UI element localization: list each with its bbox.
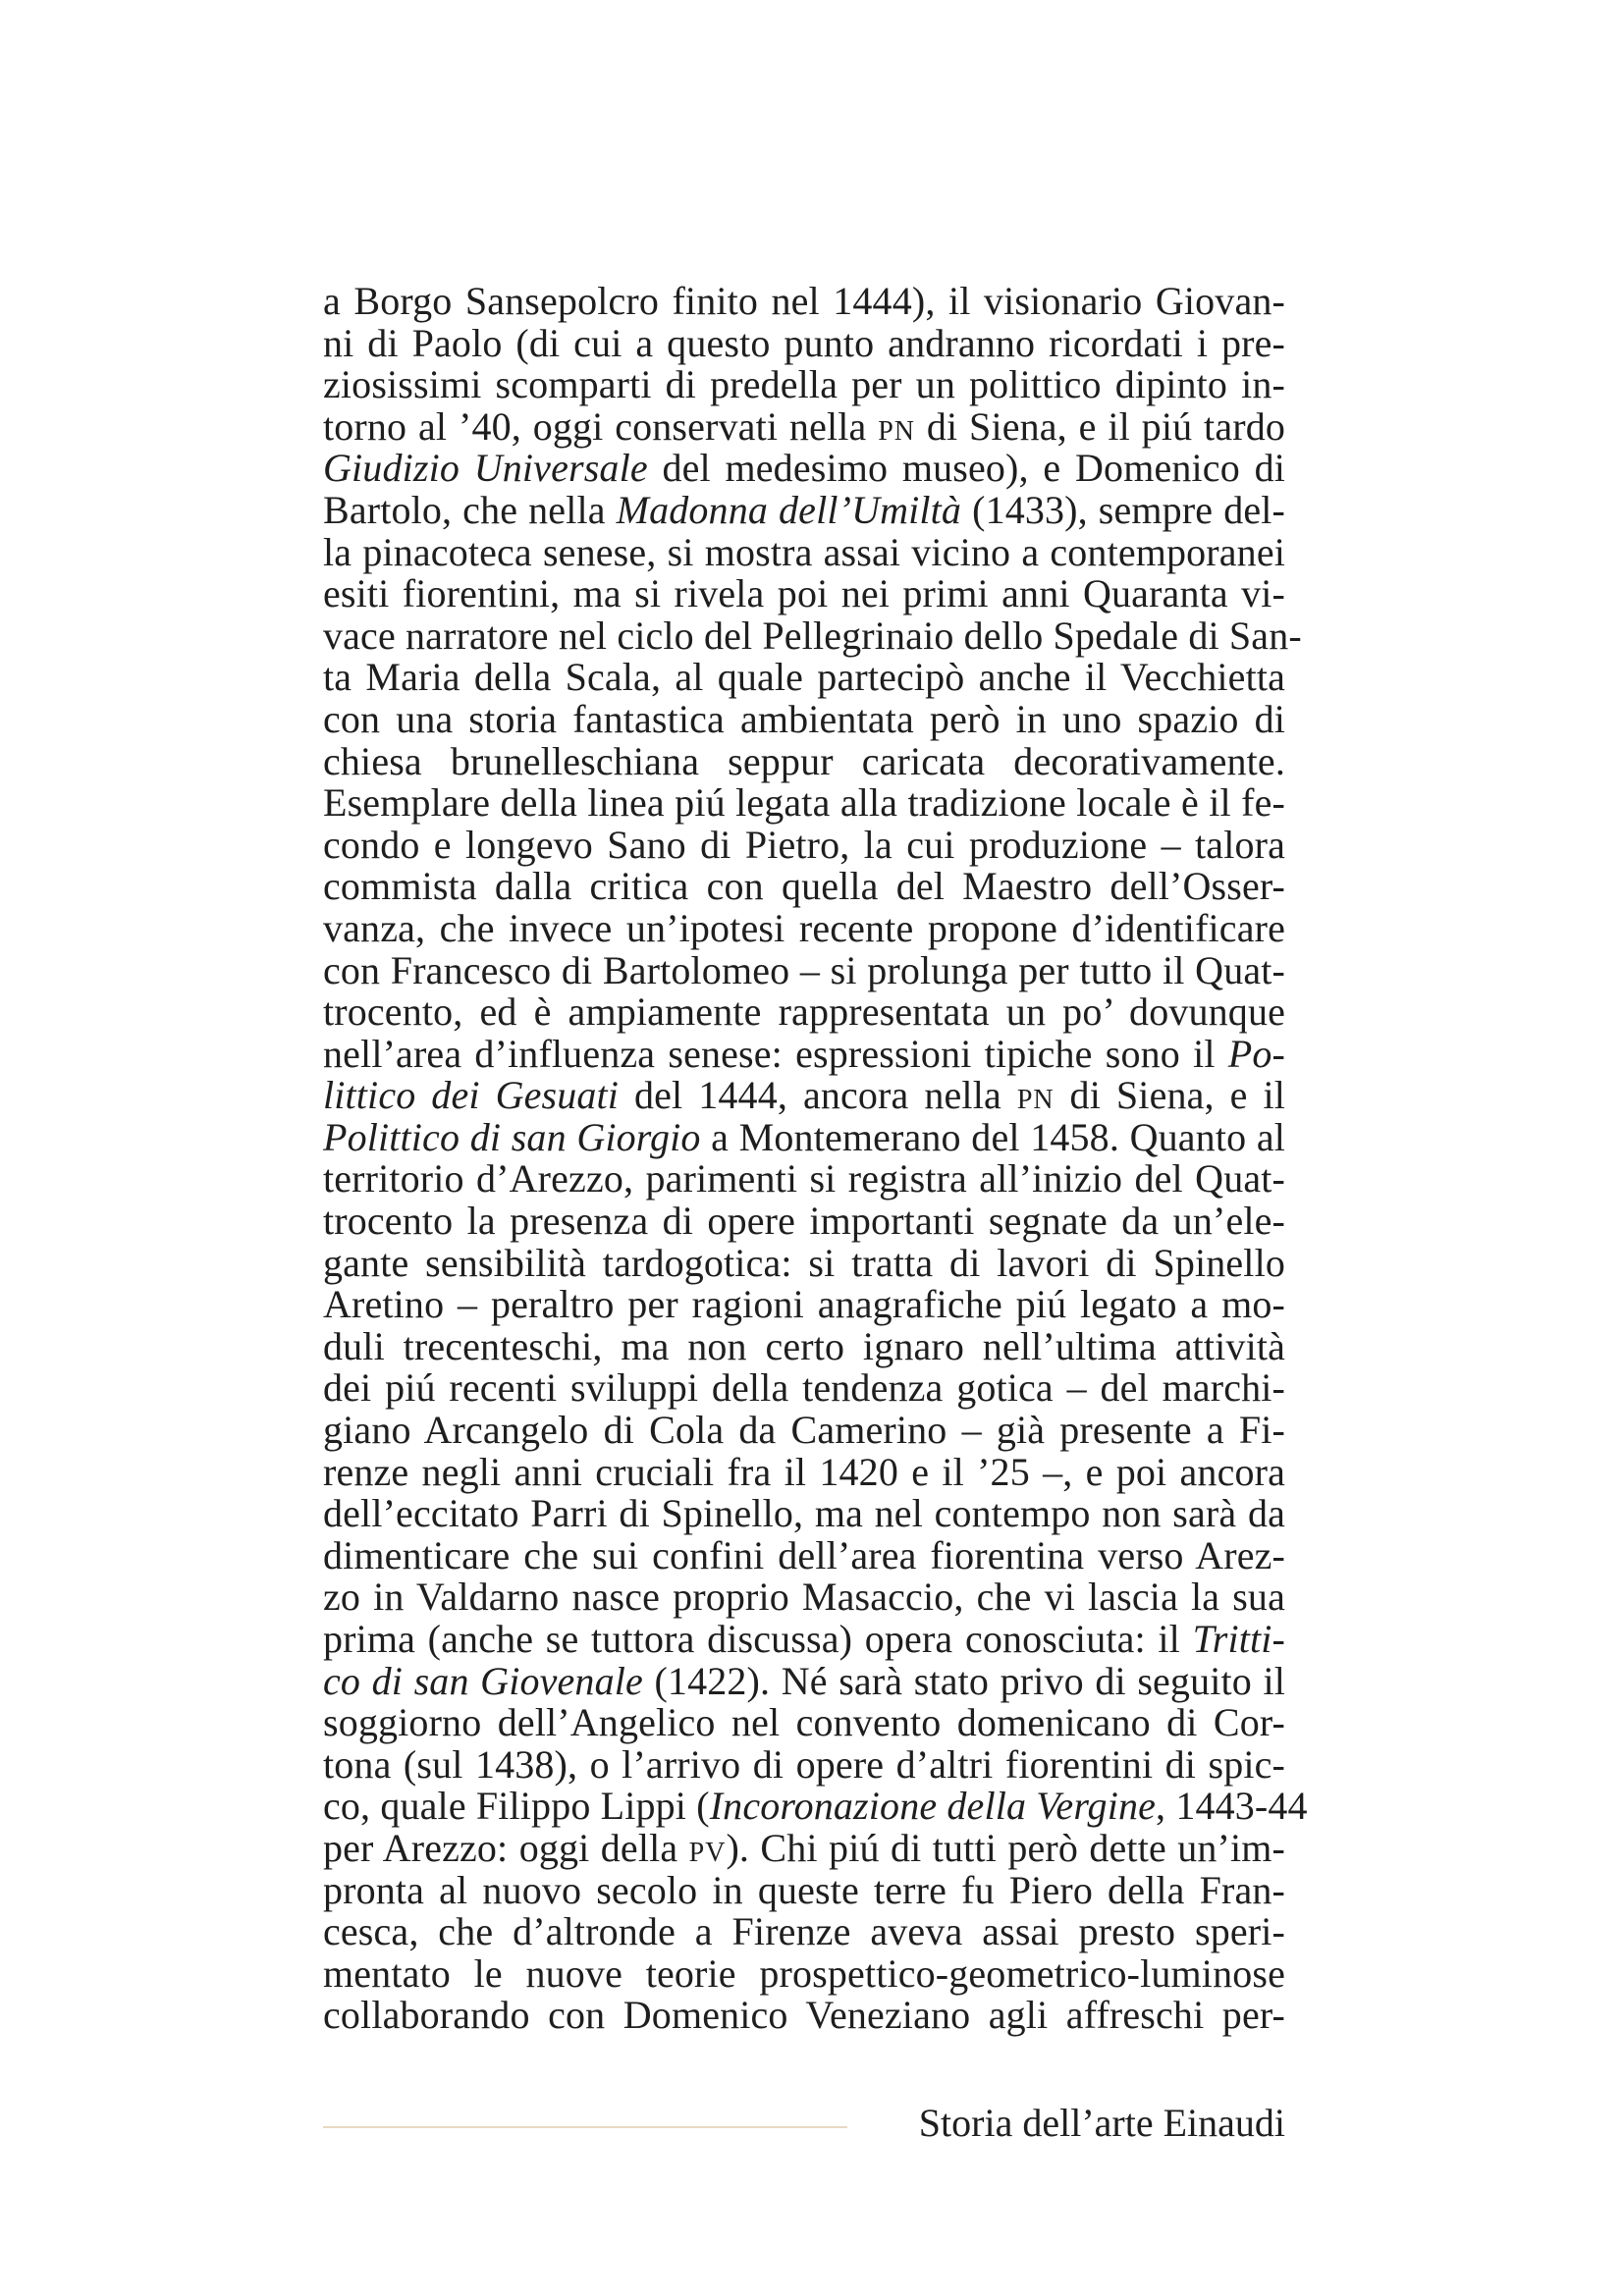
text-segment: a Montemerano del 1458. Quanto al: [700, 1114, 1285, 1159]
text-segment: trocento la presenza di opere importanti segnate da un’ele-: [323, 1199, 1285, 1244]
text-line: [323, 657, 1285, 699]
text-line: [323, 1075, 1285, 1117]
text-line: [323, 403, 1285, 449]
text-line: [323, 1995, 1285, 2037]
text-line: [323, 529, 1285, 574]
text-segment: Bartolo, che nella: [323, 487, 617, 532]
text-line: [323, 1323, 1285, 1368]
text-line: [323, 1410, 1285, 1452]
text-segment: vanza, che invece un’ipotesi recente propone d’identificare: [323, 905, 1285, 950]
text-segment: commista dalla critica con quella del Maestro dell’Osser-: [323, 864, 1285, 909]
text-line: [323, 364, 1285, 406]
text-line: [323, 1619, 1285, 1661]
text-segment: territorio d’Arezzo, parimenti si registra all’inizio del Quat-: [323, 1156, 1285, 1201]
text-segment: mentato le nuove teorie prospettico-geometrico-luminose: [323, 1950, 1285, 1996]
text-line: [323, 1158, 1285, 1201]
text-line: [323, 281, 1285, 323]
text-line: [323, 613, 1302, 658]
text-line: [323, 696, 1285, 741]
museum-abbreviation: pn: [1016, 1073, 1055, 1118]
italic-title: co di san Giovenale: [323, 1658, 643, 1703]
text-segment: chiesa brunelleschiana seppur caricata decorativamente.: [323, 738, 1285, 783]
text-segment: gante sensibilità tardogotica: si tratta di lavori di Spinello: [323, 1240, 1285, 1285]
italic-title: Polittico di san Giorgio: [323, 1114, 701, 1159]
text-line: [323, 1784, 1308, 1829]
text-segment: (1433), sempre del-: [961, 487, 1285, 532]
text-segment: la pinacoteca senese, si mostra assai vicino a contemporanei: [323, 529, 1285, 574]
text-line: [323, 991, 1285, 1034]
text-segment: dimenticare che sui confini dell’area fiorentina verso Arez-: [323, 1532, 1285, 1577]
italic-title: Incoronazione della Vergine: [709, 1784, 1157, 1829]
text-line: [323, 866, 1285, 908]
italic-title: Giudizio Universale: [323, 446, 648, 491]
museum-abbreviation: pv: [688, 1825, 727, 1870]
text-segment: duli trecenteschi, ma non certo ignaro nell’ultima attività: [323, 1323, 1285, 1368]
text-line: [323, 1367, 1285, 1410]
text-line: [323, 1576, 1285, 1619]
text-segment: ziosissimi scomparti di predella per un polittico dipinto in-: [323, 362, 1285, 407]
text-segment: trocento, ed è ampiamente rappresentata un po’ dovunque: [323, 989, 1285, 1035]
text-line: [323, 1950, 1285, 1996]
footer-rule: [323, 2126, 847, 2128]
text-line: [323, 1911, 1285, 1953]
text-line: [323, 1741, 1285, 1787]
text-segment: esiti fiorentini, ma si rivela poi nei primi anni Quaranta vi-: [323, 571, 1285, 616]
text-segment: pronta al nuovo secolo in queste terre fu Piero della Fran-: [323, 1867, 1285, 1912]
text-line: [323, 1658, 1285, 1703]
text-segment: ni di Paolo (di cui a questo punto andranno ricordati i pre-: [323, 320, 1285, 365]
footer-publication-title: Storia dell’arte Einaudi: [918, 2101, 1285, 2145]
text-line: [323, 1114, 1285, 1159]
text-segment: cesca, che d’altronde a Firenze aveva assai presto speri-: [323, 1909, 1285, 1954]
text-segment: di Siena, e il: [1054, 1073, 1285, 1118]
text-segment: (1422). Né sarà stato privo di seguito il: [642, 1658, 1285, 1703]
text-line: [323, 1493, 1285, 1535]
text-segment: condo e longevo Sano di Pietro, la cui produzione – talora: [323, 822, 1285, 867]
text-line: [323, 1867, 1285, 1912]
text-line: [323, 905, 1285, 950]
italic-title: Madonna dell’Umiltà: [616, 487, 962, 532]
italic-title: Tritti-: [1192, 1617, 1285, 1661]
text-segment: di Siena, e il piú tardo: [915, 403, 1285, 449]
text-line: [323, 573, 1285, 615]
text-segment: renze negli anni cruciali fra il 1420 e il ’25 –, e poi ancora: [323, 1449, 1285, 1494]
text-line: [323, 1449, 1285, 1494]
italic-title: Po-: [1227, 1031, 1285, 1076]
text-segment: del 1444, ancora nella: [619, 1073, 1017, 1118]
text-line: [323, 947, 1285, 992]
text-segment: ta Maria della Scala, al quale partecipò anche il Vecchietta: [323, 655, 1285, 700]
text-line: [323, 1240, 1285, 1285]
text-line: [323, 320, 1285, 365]
text-segment: ). Chi piú di tutti però dette un’im-: [726, 1825, 1285, 1870]
text-line: [323, 1284, 1285, 1326]
text-segment: soggiorno dell’Angelico nel convento domenicano di Cor-: [323, 1700, 1285, 1745]
italic-title: littico dei Gesuati: [323, 1073, 620, 1118]
text-segment: Aretino – peraltro per ragioni anagrafiche piú legato a mo-: [323, 1282, 1285, 1327]
text-line: [323, 782, 1285, 825]
text-segment: dei piú recenti sviluppi della tendenza gotica – del marchi-: [323, 1365, 1285, 1411]
text-line: [323, 738, 1285, 783]
text-line: [323, 1825, 1285, 1870]
text-segment: del medesimo museo), e Domenico di: [647, 446, 1285, 491]
text-segment: zo in Valdarno nasce proprio Masaccio, che vi lascia la sua: [323, 1575, 1285, 1620]
text-segment: collaborando con Domenico Veneziano agli affreschi per-: [323, 1993, 1285, 2038]
text-segment: con Francesco di Bartolomeo – si prolunga per tutto il Quat-: [323, 947, 1285, 992]
page-footer: [323, 2099, 1285, 2148]
body-paragraph: [323, 279, 1308, 2038]
text-line: [323, 1532, 1285, 1577]
text-segment: giano Arcangelo di Cola da Camerino – già presente a Fi-: [323, 1408, 1285, 1453]
text-line: [323, 487, 1285, 532]
text-line: [323, 822, 1285, 867]
text-segment: tona (sul 1438), o l’arrivo di opere d’altri fiorentini di spic-: [323, 1741, 1285, 1787]
text-segment: con una storia fantastica ambientata però in uno spazio di: [323, 696, 1285, 741]
text-line: [323, 1201, 1285, 1243]
text-segment: Esemplare della linea piú legata alla tradizione locale è il fe-: [323, 780, 1285, 826]
text-segment: a Borgo Sansepolcro finito nel 1444), il visionario Giovan-: [323, 279, 1285, 323]
text-line: [323, 448, 1285, 490]
text-line: [323, 1702, 1285, 1744]
text-segment: per Arezzo: oggi della: [323, 1825, 689, 1870]
text-segment: torno al ’40, oggi conservati nella: [323, 403, 879, 449]
text-segment: co, quale Filippo Lippi (: [323, 1784, 710, 1829]
museum-abbreviation: pn: [878, 403, 916, 449]
text-segment: dell’eccitato Parri di Spinello, ma nel contempo non sarà da: [323, 1491, 1285, 1536]
text-segment: vace narratore nel ciclo del Pellegrinaio dello Spedale di San-: [323, 613, 1302, 658]
text-segment: , 1443-44: [1156, 1784, 1308, 1829]
text-segment: prima (anche se tuttora discussa) opera conosciuta: il: [323, 1617, 1193, 1661]
text-segment: nell’area d’influenza senese: espressioni tipiche sono il: [323, 1031, 1228, 1076]
text-line: [323, 1031, 1285, 1076]
